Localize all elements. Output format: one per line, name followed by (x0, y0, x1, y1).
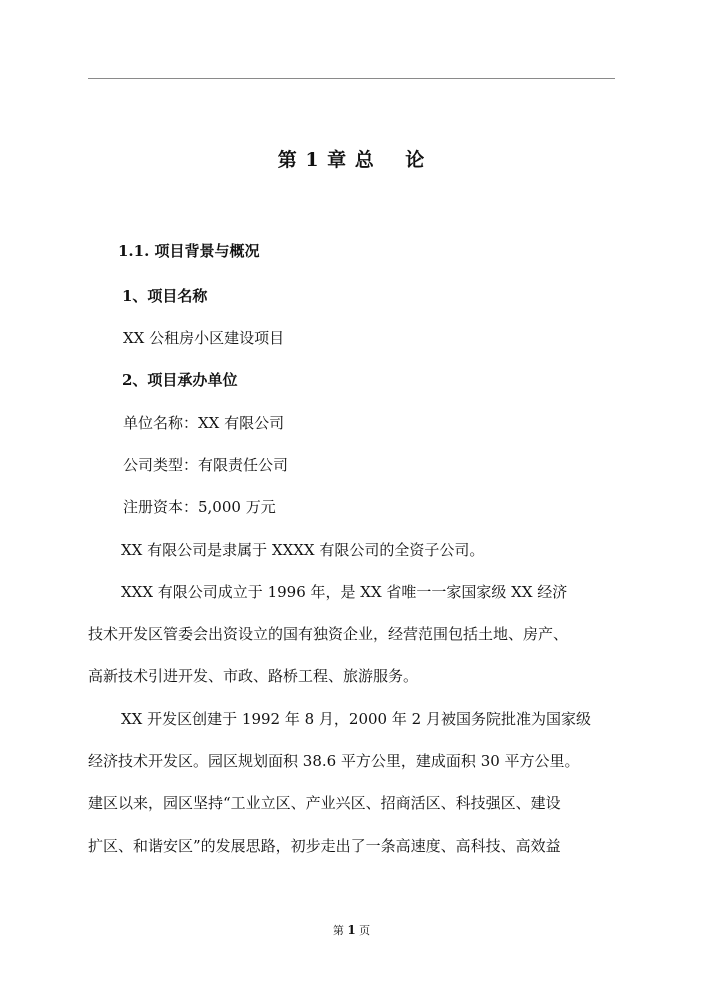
paragraph-2-line-2: 技术开发区管委会出资设立的国有独资企业，经营范围包括土地、房产、 (88, 625, 569, 643)
item-heading-project-name: 1、项目名称 (122, 287, 208, 305)
company-type: 公司类型：有限责任公司 (123, 456, 289, 474)
footer-prefix: 第 (332, 924, 344, 937)
paragraph-1: XX 有限公司是隶属于 XXXX 有限公司的全资子公司。 (121, 541, 485, 559)
page-number: 1 (347, 923, 356, 937)
paragraph-3-line-2: 经济技术开发区。园区规划面积 38.6 平方公里，建成面积 30 平方公里。 (88, 752, 580, 770)
paragraph-3-line-1: XX 开发区创建于 1992 年 8 月，2000 年 2 月被国务院批准为国家级 (121, 710, 591, 728)
footer-suffix: 页 (359, 924, 371, 937)
chapter-title: 第 1 章 总 论 (277, 149, 426, 171)
paragraph-3-line-3: 建区以来，园区坚持“工业立区、产业兴区、招商活区、科技强区、建设 (88, 794, 561, 812)
registered-capital: 注册资本：5,000 万元 (123, 498, 276, 516)
unit-name: 单位名称：XX 有限公司 (123, 414, 285, 432)
paragraph-2-line-1: XXX 有限公司成立于 1996 年，是 XX 省唯一一家国家级 XX 经济 (121, 583, 568, 601)
section-heading: 1.1. 项目背景与概况 (118, 242, 260, 260)
paragraph-2-line-3: 高新技术引进开发、市政、路桥工程、旅游服务。 (88, 667, 419, 685)
item-heading-sponsor: 2、项目承办单位 (122, 371, 238, 389)
page-footer (0, 922, 703, 938)
paragraph-3-line-4: 扩区、和谐安区”的发展思路，初步走出了一条高速度、高科技、高效益 (88, 837, 561, 855)
header-rule (88, 78, 615, 79)
project-name-value: XX 公租房小区建设项目 (123, 329, 285, 347)
